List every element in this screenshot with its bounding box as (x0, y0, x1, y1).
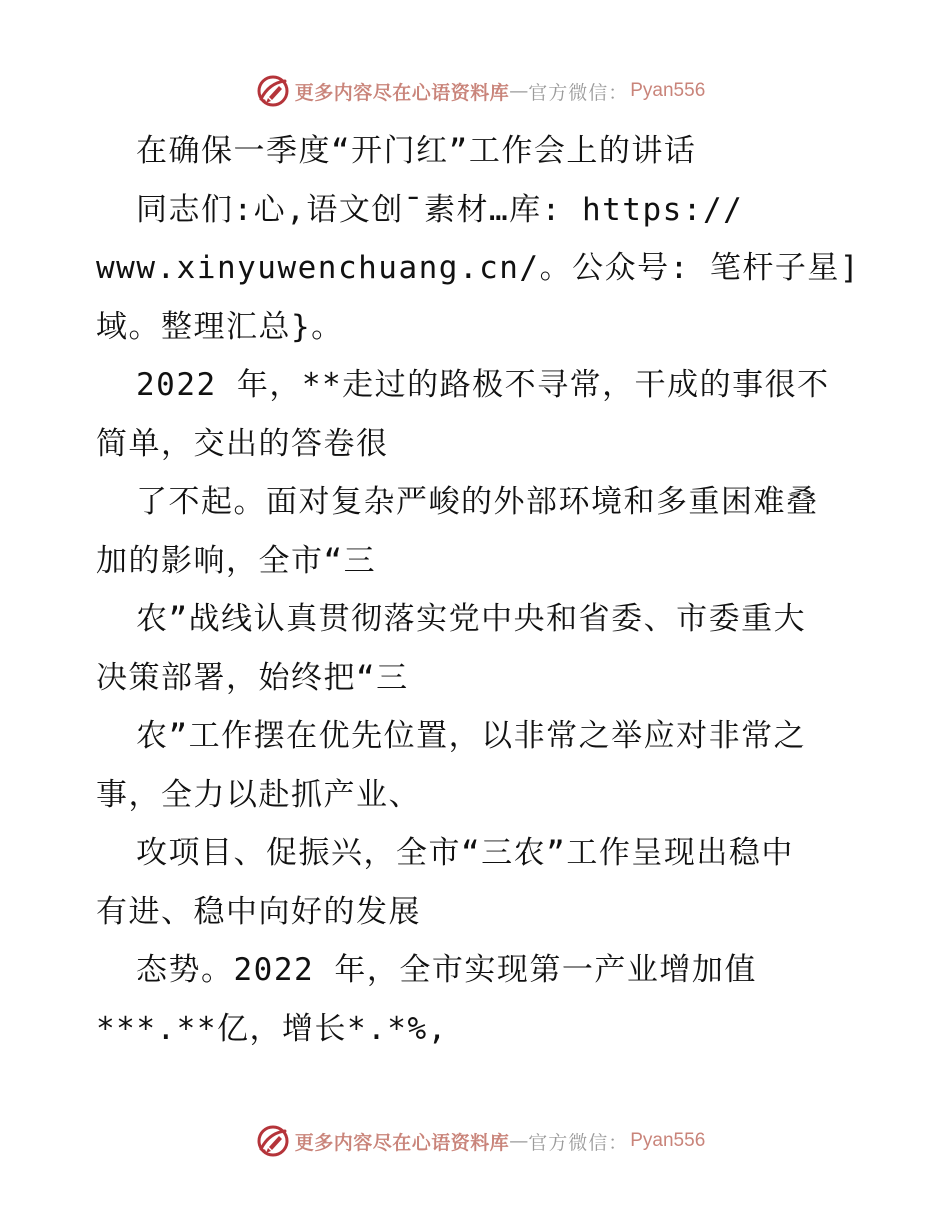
body-text (96, 122, 866, 1058)
banner-title: 更多内容尽在心语资料库 (294, 81, 510, 104)
pen-logo-icon (255, 1123, 291, 1159)
header-banner (0, 71, 950, 111)
banner-wechat-id: Pyan556 (630, 1130, 706, 1151)
text-line: 在确保一季度“开门红”工作会上的讲话 (136, 133, 697, 169)
footer-banner (0, 1121, 950, 1161)
text-line: 农”工作摆在优先位置，以非常之举应对非常之 (136, 718, 807, 754)
text-line: 有进、稳中向好的发展 (96, 893, 421, 930)
banner-content (255, 1123, 706, 1159)
text-line: 态势。2022 年，全市实现第一产业增加值 (136, 952, 757, 988)
pen-logo-icon (255, 73, 291, 109)
banner-wechat-label: 官方微信： (528, 1131, 629, 1154)
text-line: 农”战线认真贯彻落实党中央和省委、市委重大 (136, 601, 807, 637)
text-line: 事，全力以赴抓产业、 (96, 776, 421, 813)
banner-dash: — (509, 80, 529, 102)
text-line: ***.**亿，增长*.*%, (96, 1010, 448, 1047)
text-line: www.xinyuwenchuang.cn/。公众号: 笔杆子星] (96, 250, 861, 286)
banner-dash: — (509, 1130, 529, 1152)
text-line: 决策部署，始终把“三 (96, 659, 409, 696)
text-line: 同志们:心,语文创¯素材…库: https:// (136, 191, 744, 228)
banner-wechat-id: Pyan556 (630, 80, 706, 101)
banner-wechat-label: 官方微信： (528, 81, 629, 104)
text-line: 域。整理汇总}。 (96, 308, 344, 345)
text-line: 2022 年，**走过的路极不寻常，干成的事很不 (136, 367, 830, 403)
text-line: 攻项目、促振兴，全市“三农”工作呈现出稳中 (136, 835, 794, 871)
text-line: 加的影响，全市“三 (96, 542, 377, 579)
banner-content (255, 73, 706, 109)
banner-title: 更多内容尽在心语资料库 (294, 1131, 510, 1154)
text-line: 了不起。面对复杂严峻的外部环境和多重困难叠 (136, 484, 819, 520)
text-line: 简单，交出的答卷很 (96, 425, 389, 462)
